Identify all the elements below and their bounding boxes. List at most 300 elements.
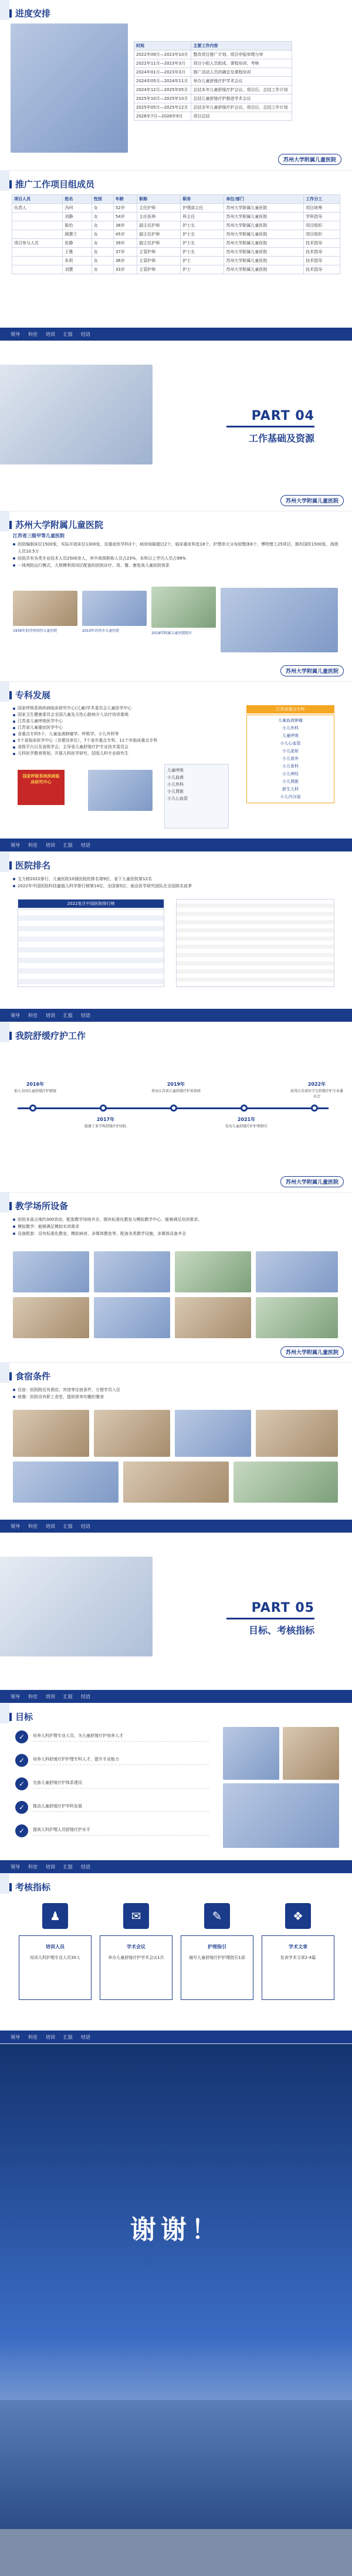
- footer-nav: [0, 839, 352, 851]
- table-row: [12, 213, 340, 221]
- part-number: PART 04: [251, 409, 314, 423]
- national-badge: 国家呼吸系统疾病临床研究中心: [18, 770, 65, 805]
- table-cell: 主管护师: [137, 248, 181, 257]
- list-item: 设备配套：设有标准化教室、模拟病房、多媒体教室等，配备各类教学设施，多媒体设备齐全: [13, 1230, 341, 1237]
- table-header-cell: 年龄: [113, 195, 137, 204]
- timeline-text: 组建了多学科舒缓疗护团队: [84, 1124, 127, 1129]
- caption-3: 2018年附属儿童医院院区: [151, 631, 192, 635]
- meeting-photo: [0, 1557, 153, 1656]
- specialty-tag: 江苏省重点专科: [246, 705, 334, 713]
- table-header-cell: 工作分工: [304, 195, 340, 204]
- list-item: 就餐：医院设有职工食堂，提供营养均衡的餐食: [13, 1393, 341, 1400]
- footer-nav-item[interactable]: 领导: [11, 842, 20, 848]
- table-cell: 苏州大学附属儿童医院: [224, 213, 304, 221]
- table-cell: [12, 230, 63, 239]
- section-title: [9, 7, 50, 19]
- table-cell: 女: [92, 265, 113, 274]
- table-cell: [12, 257, 63, 265]
- table-row: [134, 77, 292, 86]
- table-cell: 总结本年儿童舒缓疗护会议、项目后，总结工作计划: [191, 86, 292, 95]
- table-cell: 副主任护师: [137, 230, 181, 239]
- list-item: 一体两院运行模式，大规模利用同区配套的医院诊疗、用、餐、康复高儿童医院体系: [13, 562, 341, 569]
- goal-check-icon: ✓: [15, 1730, 28, 1743]
- dining-photo-2: [123, 1462, 229, 1503]
- metric-icon: ✉: [123, 1903, 149, 1929]
- metric-card: [100, 1935, 172, 2000]
- section-title-text: 食宿条件: [15, 1371, 51, 1382]
- caption-1: 1936年前苏州国历儿童医院: [13, 629, 57, 633]
- timeline-dot: [29, 1105, 36, 1112]
- footer-nav-item[interactable]: 结语: [81, 1693, 90, 1699]
- table-cell: 举办儿童舒缓疗护学术会议: [191, 77, 292, 86]
- goal-text: 培养儿科舒缓疗护护理专科人才，提升专业能力: [33, 1756, 209, 1765]
- dining-photo-1: [13, 1462, 119, 1503]
- part-underline: [226, 1618, 314, 1619]
- title-decoration: [0, 171, 9, 191]
- table-cell: 推广活动人员的确定及课程培训: [191, 68, 292, 77]
- timeline-dot: [241, 1105, 248, 1112]
- table-cell: 2025年05月—2025年12月: [134, 103, 191, 112]
- footer-nav-item[interactable]: 结语: [81, 331, 90, 337]
- slide-members: [0, 170, 352, 341]
- footer-nav-item[interactable]: 科室: [28, 2034, 38, 2040]
- goal-text: 培养儿科护理专业人员，为儿童舒缓疗护培养人才: [33, 1733, 209, 1742]
- simulation-photo-2: [256, 1251, 338, 1292]
- table-cell: 2022年09月—2023年10月: [134, 50, 191, 59]
- hospital-logo: 苏州大学附属儿童医院: [278, 154, 341, 165]
- timeline-year: 2019年: [167, 1082, 185, 1087]
- slide-thanks: [0, 2043, 352, 2576]
- table-cell: 护理部主任: [181, 204, 224, 213]
- metric-card: [262, 1935, 334, 2000]
- aerial-photo: [221, 588, 338, 652]
- table-cell: 护士长: [181, 248, 224, 257]
- dining-photo-3: [233, 1462, 338, 1503]
- old-building-photo: [13, 591, 77, 626]
- footer-nav-item[interactable]: 领导: [11, 1523, 20, 1529]
- table-cell: 负责人: [12, 204, 63, 213]
- section-title: [9, 859, 50, 871]
- metric-icon: ♟: [42, 1903, 68, 1929]
- footer-nav-item[interactable]: 培训: [46, 331, 55, 337]
- table-header-cell: 项目人员: [12, 195, 63, 204]
- ranking-list: [13, 875, 341, 890]
- footer-nav-item[interactable]: 领导: [11, 2034, 20, 2040]
- section-title-text: 专科发展: [15, 690, 51, 701]
- metric-icon: ❖: [285, 1903, 311, 1929]
- table-header-cell: 职称: [137, 195, 181, 204]
- list-item: 省级平台以及省级学会，主导省儿童舒缓疗护专业技术委员会: [13, 744, 242, 750]
- section-title-text: 我院舒缓疗护工作: [15, 1031, 86, 1041]
- list-item: 5个省临床医学中心（含建设单位），7个省市重点专科，11个市临床重点专科: [13, 738, 242, 744]
- footer-nav-item[interactable]: 领导: [11, 1012, 20, 1018]
- table-cell: 王雅: [63, 248, 92, 257]
- specialty-item: 儿童呼吸: [282, 733, 299, 738]
- table-row: [134, 86, 292, 95]
- slide-progress: [0, 0, 352, 170]
- table-cell: 女: [92, 213, 113, 221]
- table-cell: 女: [92, 257, 113, 265]
- timeline-year: 2021年: [237, 1117, 256, 1122]
- metric-desc: 培训儿科护理专业人员30人: [30, 1955, 80, 1960]
- equipment-photo-4: [256, 1297, 338, 1338]
- table-row: [12, 248, 340, 257]
- table-cell: 54岁: [113, 213, 137, 221]
- footer-nav-item[interactable]: 汇报: [63, 1012, 73, 1018]
- timeline-year: 2016年: [26, 1082, 45, 1087]
- table-cell: 苏州大学附属儿童医院: [224, 257, 304, 265]
- hospital-logo: 苏州大学附属儿童医院: [280, 1346, 344, 1358]
- ranking-table-header: 2022复旦中国医院排行榜: [18, 900, 164, 908]
- ranking-sheet-image: [176, 899, 334, 987]
- metric-title: 学术文章: [289, 1944, 307, 1949]
- section-title: [9, 1200, 68, 1212]
- table-cell: 护士: [181, 265, 224, 274]
- footer-nav-item[interactable]: 领导: [11, 1864, 20, 1870]
- table-cell: 45岁: [113, 230, 137, 239]
- table-cell: 女: [92, 239, 113, 248]
- metric-title: 护理指引: [208, 1944, 226, 1949]
- metric-icon: ✎: [204, 1903, 230, 1929]
- table-cell: 33岁: [113, 265, 137, 274]
- specialty-item: 小儿外科: [167, 782, 184, 787]
- timeline-dot: [100, 1105, 107, 1112]
- table-row: [134, 68, 292, 77]
- table-header-cell: 职务: [181, 195, 224, 204]
- timeline-text: 举办江苏省儿童舒缓疗护培训班: [151, 1089, 201, 1093]
- section-title-text: 目标: [15, 1712, 33, 1722]
- part-underline: [226, 426, 314, 427]
- footer-nav: [0, 1690, 352, 1703]
- table-header-cell: 性别: [92, 195, 113, 204]
- caption-2: 2010年苏州市儿童医院: [82, 629, 120, 633]
- table-cell: 项目小组人员组成、课程培训、考核: [191, 59, 292, 68]
- footer-nav-item[interactable]: 结语: [81, 1523, 90, 1529]
- section-title: [9, 1710, 33, 1723]
- list-item: 江苏省儿童重症医学中心: [13, 725, 242, 731]
- part-name: 目标、考核指标: [248, 1625, 314, 1636]
- part-heading: [226, 1601, 314, 1636]
- slide-metrics: [0, 1873, 352, 2043]
- section-title: [9, 1029, 86, 1042]
- metric-desc: 编写儿童舒缓疗护护理指引1部: [189, 1955, 245, 1960]
- title-decoration: [0, 1703, 9, 1723]
- footer-nav-item[interactable]: 结语: [81, 1012, 90, 1018]
- table-row: [134, 103, 292, 112]
- table-cell: 苏州大学附属儿童医院: [224, 248, 304, 257]
- section-title-text: 推广工作项目组成员: [15, 179, 95, 190]
- canteen-photo-1: [175, 1410, 251, 1457]
- accommodation-list: [13, 1386, 341, 1400]
- care-photo-2: [283, 1727, 339, 1780]
- table-cell: 苏州大学附属儿童医院: [224, 265, 304, 274]
- table-cell: 陈怡: [63, 221, 92, 230]
- footer-nav: [0, 1009, 352, 1022]
- campus-photo: [151, 587, 216, 628]
- footer-nav-item[interactable]: 培训: [46, 1523, 55, 1529]
- footer-nav-item[interactable]: 培训: [46, 842, 55, 848]
- part-number: PART 05: [251, 1601, 314, 1615]
- specialty-list: [13, 705, 242, 757]
- members-table: [12, 194, 340, 274]
- specialty-item: 小儿血液: [167, 775, 184, 780]
- title-decoration: [0, 682, 9, 702]
- footer-nav-item[interactable]: 培训: [46, 2034, 55, 2040]
- table-cell: 52岁: [113, 204, 137, 213]
- metric-title: 学术会议: [127, 1944, 145, 1949]
- specialty-item: 小儿外科: [282, 726, 299, 730]
- footer-nav-item[interactable]: 科室: [28, 1012, 38, 1018]
- footer-nav-item[interactable]: 科室: [28, 1864, 38, 1870]
- slide-accommodation: [0, 1362, 352, 1533]
- table-cell: [12, 265, 63, 274]
- title-decoration: [0, 1022, 9, 1042]
- table-cell: 项目统筹: [304, 204, 340, 213]
- table-cell: 张静: [63, 239, 92, 248]
- care-photo-1: [223, 1727, 279, 1780]
- building-silhouette: [0, 2400, 352, 2529]
- room-photo: [94, 1410, 170, 1457]
- section-title: [9, 1881, 50, 1893]
- slide-part-05: [0, 1533, 352, 1703]
- table-cell: 主管护师: [137, 257, 181, 265]
- table-cell: 2024年01月—2023年3月: [134, 68, 191, 77]
- section-title-text: 医院排名: [15, 860, 51, 871]
- progress-table: [134, 41, 292, 121]
- slide-hospital-intro: [0, 511, 352, 681]
- slide-ranking: [0, 851, 352, 1022]
- list-item: 江苏省儿童呼吸医学中心: [13, 718, 242, 725]
- footer-nav: [0, 1520, 352, 1533]
- goal-check-icon: ✓: [15, 1754, 28, 1767]
- goal-text: 推动儿童舒缓疗护学科发展: [33, 1803, 209, 1812]
- table-cell: 女: [92, 221, 113, 230]
- table-cell: 技术指导: [304, 248, 340, 257]
- footer-nav-item[interactable]: 培训: [46, 1012, 55, 1018]
- table-cell: 项目参与人员: [12, 239, 63, 248]
- table-cell: 冯珂: [63, 204, 92, 213]
- title-decoration: [0, 1193, 9, 1213]
- footer-nav-item[interactable]: 汇报: [63, 1864, 73, 1870]
- footer-nav-item[interactable]: 结语: [81, 1864, 90, 1870]
- list-item: 模拟教学：能够满足模拟实训需求: [13, 1223, 341, 1230]
- section-title: [9, 1370, 50, 1382]
- list-item: 2022年中国医院科技量值儿科学排行榜第14位，全国第5位，南京医学研究团队在全国排名前茅: [13, 883, 341, 890]
- footer-nav-item[interactable]: 汇报: [63, 1523, 73, 1529]
- footer-nav-item[interactable]: 培训: [46, 1693, 55, 1699]
- table-cell: [12, 248, 63, 257]
- table-row: [12, 204, 340, 213]
- table-cell: 总结儿童舒缓疗护推进学术会议: [191, 95, 292, 103]
- table-row: [134, 95, 292, 103]
- table-header-cell: 单位/部门: [224, 195, 304, 204]
- goal-check-icon: ✓: [15, 1801, 28, 1814]
- table-cell: 护士长: [181, 230, 224, 239]
- equipment-photo-3: [175, 1297, 251, 1338]
- section-title: [9, 518, 103, 531]
- table-cell: [12, 221, 63, 230]
- table-cell: 2025年10月—2025年10月: [134, 95, 191, 103]
- hospital-logo: 苏州大学附属儿童医院: [280, 1176, 344, 1187]
- specialty-right-list: [246, 715, 334, 803]
- list-item: 艾力榜2022排行，儿童医院10强医院的排名第9位，省下儿童医院第12名: [13, 875, 341, 883]
- metric-title: 培训人员: [46, 1944, 65, 1949]
- table-cell: 2026年7月—2026年9月: [134, 112, 191, 121]
- table-cell: 苏州大学附属儿童医院: [224, 230, 304, 239]
- table-cell: 学科指导: [304, 213, 340, 221]
- goal-check-icon: ✓: [15, 1824, 28, 1837]
- footer-nav-item[interactable]: 科室: [28, 331, 38, 337]
- footer-nav-item[interactable]: 汇报: [63, 331, 73, 337]
- metric-card: [19, 1935, 92, 2000]
- ground: [0, 2529, 352, 2576]
- timeline-text: 发布儿童舒缓疗护护理指引: [225, 1124, 268, 1129]
- table-row: [134, 59, 292, 68]
- list-item: 国家呼吸系统疾病临床研究中心(儿童)学术委员会儿童医学中心: [13, 705, 242, 712]
- section-title: [9, 178, 94, 190]
- simulation-photo-1: [175, 1251, 251, 1292]
- care-photo-3: [223, 1783, 339, 1848]
- table-cell: 项目总结: [191, 112, 292, 121]
- goal-text: 完善儿童舒缓疗护体系建设: [33, 1780, 209, 1789]
- table-cell: 女: [92, 248, 113, 257]
- hospital-logo: 苏州大学附属儿童医院: [280, 495, 344, 506]
- table-cell: 科主任: [181, 213, 224, 221]
- footer-nav-item[interactable]: 领导: [11, 1693, 20, 1699]
- title-decoration: [0, 0, 9, 20]
- table-row: [134, 50, 292, 59]
- table-cell: [12, 213, 63, 221]
- list-item: 医院本部占地约300余亩，配套教学场地齐全，拥有标准化教室与模拟教学中心，能够满足培训需求。: [13, 1216, 341, 1223]
- footer-nav-item[interactable]: 科室: [28, 1693, 38, 1699]
- goal-check-icon: ✓: [15, 1777, 28, 1790]
- table-cell: 2024年12月—2025年05月: [134, 86, 191, 95]
- table-cell: 副主任护师: [137, 239, 181, 248]
- section-title-text: 苏州大学附属儿童医院: [15, 520, 104, 530]
- list-item: 医院共有各类专业技术人员2500余人，其中高级职称人员占23%，本科以上学历人员占98%: [13, 555, 341, 562]
- city-building-photo: [82, 591, 147, 626]
- table-row: [12, 257, 340, 265]
- goal-text: 提高儿科护理人员舒缓疗护水平: [33, 1827, 209, 1836]
- slide-specialty: [0, 681, 352, 851]
- table-cell: 护士: [181, 257, 224, 265]
- table-cell: 2024年05月—2024年11月: [134, 77, 191, 86]
- table-cell: 刘静: [63, 213, 92, 221]
- title-decoration: [0, 1874, 9, 1894]
- title-decoration: [0, 511, 9, 531]
- hotel-photo: [13, 1410, 89, 1457]
- specialty-item: 小儿骨科: [282, 764, 299, 769]
- metric-card: [181, 1935, 253, 2000]
- table-cell: 朱莉: [63, 257, 92, 265]
- title-decoration: [0, 1363, 9, 1383]
- table-cell: 苏州大学附属儿童医院: [224, 204, 304, 213]
- specialty-item: 小儿肾脏: [167, 789, 184, 794]
- title-decoration: [0, 852, 9, 872]
- footer-nav: [0, 2031, 352, 2043]
- slide-goals: [0, 1703, 352, 1873]
- specialty-item: 小儿泌尿: [282, 749, 299, 753]
- footer-nav-item[interactable]: 科室: [28, 842, 38, 848]
- specialty-item: 小儿神经: [282, 772, 299, 776]
- equipment-photo-1: [13, 1297, 89, 1338]
- table-cell: 项目组织: [304, 221, 340, 230]
- table-cell: 苏州大学附属儿童医院: [224, 221, 304, 230]
- specialty-item: 小儿普外: [282, 756, 299, 761]
- table-header-cell: 时间: [134, 42, 191, 50]
- table-cell: 主任医师: [137, 213, 181, 221]
- table-header-cell: 姓名: [63, 195, 92, 204]
- metric-desc: 举办儿童舒缓疗护学术会议1次: [108, 1955, 164, 1960]
- table-cell: 顾慧兰: [63, 230, 92, 239]
- specialty-item: 儿童呼吸: [167, 768, 184, 773]
- section-title-text: 考核指标: [15, 1882, 51, 1893]
- classroom-photo-1: [13, 1251, 89, 1292]
- section-title-text: 教学场所设备: [15, 1201, 69, 1211]
- table-cell: 37岁: [113, 248, 137, 257]
- subtitle: 江苏省三级甲等儿童医院: [13, 533, 65, 538]
- specialty-item: 儿童血液肿瘤: [278, 718, 303, 723]
- table-cell: 39岁: [113, 239, 137, 248]
- section-title: [9, 689, 50, 701]
- ranking-table-image: [18, 899, 164, 987]
- specialty-item: 小儿心血管: [167, 796, 188, 801]
- list-item: 儿科医学教育规划，开展儿科医学研究，招收儿科专业研究生: [13, 750, 242, 757]
- table-cell: 护士长: [181, 239, 224, 248]
- footer-nav-item[interactable]: 汇报: [63, 2034, 73, 2040]
- slide-timeline: [0, 1022, 352, 1192]
- table-cell: 总结全年儿童舒缓疗护会议，项目后，总结工作计划: [191, 103, 292, 112]
- table-row: [134, 112, 292, 121]
- table-cell: 项目组织: [304, 230, 340, 239]
- footer-nav-item[interactable]: 结语: [81, 842, 90, 848]
- specialty-item: 新生儿科: [282, 787, 299, 792]
- table-row: [12, 221, 340, 230]
- timeline-dot: [170, 1105, 177, 1112]
- footer-nav-item[interactable]: 领导: [11, 331, 20, 337]
- table-cell: 女: [92, 204, 113, 213]
- part-name: 工作基础及资源: [248, 433, 314, 444]
- table-cell: 36岁: [113, 257, 137, 265]
- hospital-building-photo: [0, 365, 153, 464]
- classroom-photo-2: [94, 1251, 170, 1292]
- table-cell: 刘慧: [63, 265, 92, 274]
- list-item: 国家卫生健康委员会全国儿童先天性心脏病介入治疗培训基地: [13, 712, 242, 718]
- list-item: 省重点专科5个，儿童血液肿瘤学、呼吸学、小儿外科等: [13, 731, 242, 738]
- part-heading: [226, 409, 314, 445]
- table-cell: 护士长: [181, 221, 224, 230]
- table-cell: 技术指导: [304, 257, 340, 265]
- table-cell: 苏州大学附属儿童医院: [224, 239, 304, 248]
- footer-nav-item[interactable]: 培训: [46, 1864, 55, 1870]
- table-cell: 主任护师: [137, 204, 181, 213]
- footer-nav-item[interactable]: 科室: [28, 1523, 38, 1529]
- specialty-item: 小儿内分泌: [280, 794, 301, 799]
- footer-nav-item[interactable]: 汇报: [63, 842, 73, 848]
- footer-nav: [0, 1860, 352, 1873]
- list-item: 医院编制床位1500张，实际开放床位1300张，设重症医学科3个，病房间隙超过2个，临床重症科室18个，护理单元分布较整体6个，博特理工25项目，拥有国医1500张，高级人员10.5万: [13, 541, 341, 555]
- thanks-text: 谢谢！: [130, 2215, 222, 2245]
- table-cell: 技术指导: [304, 265, 340, 274]
- hospital-logo: 苏州大学附属儿童医院: [280, 665, 344, 676]
- footer-nav-item[interactable]: 汇报: [63, 1693, 73, 1699]
- timeline-year: 2017年: [96, 1117, 115, 1122]
- table-row: [12, 265, 340, 274]
- table-cell: 整改项目推广计划、项目申报审理与审: [191, 50, 292, 59]
- slide-part-04: [0, 341, 352, 511]
- footer-nav-item[interactable]: 结语: [81, 2034, 90, 2040]
- specialty-item: 小儿肾脏: [282, 779, 299, 784]
